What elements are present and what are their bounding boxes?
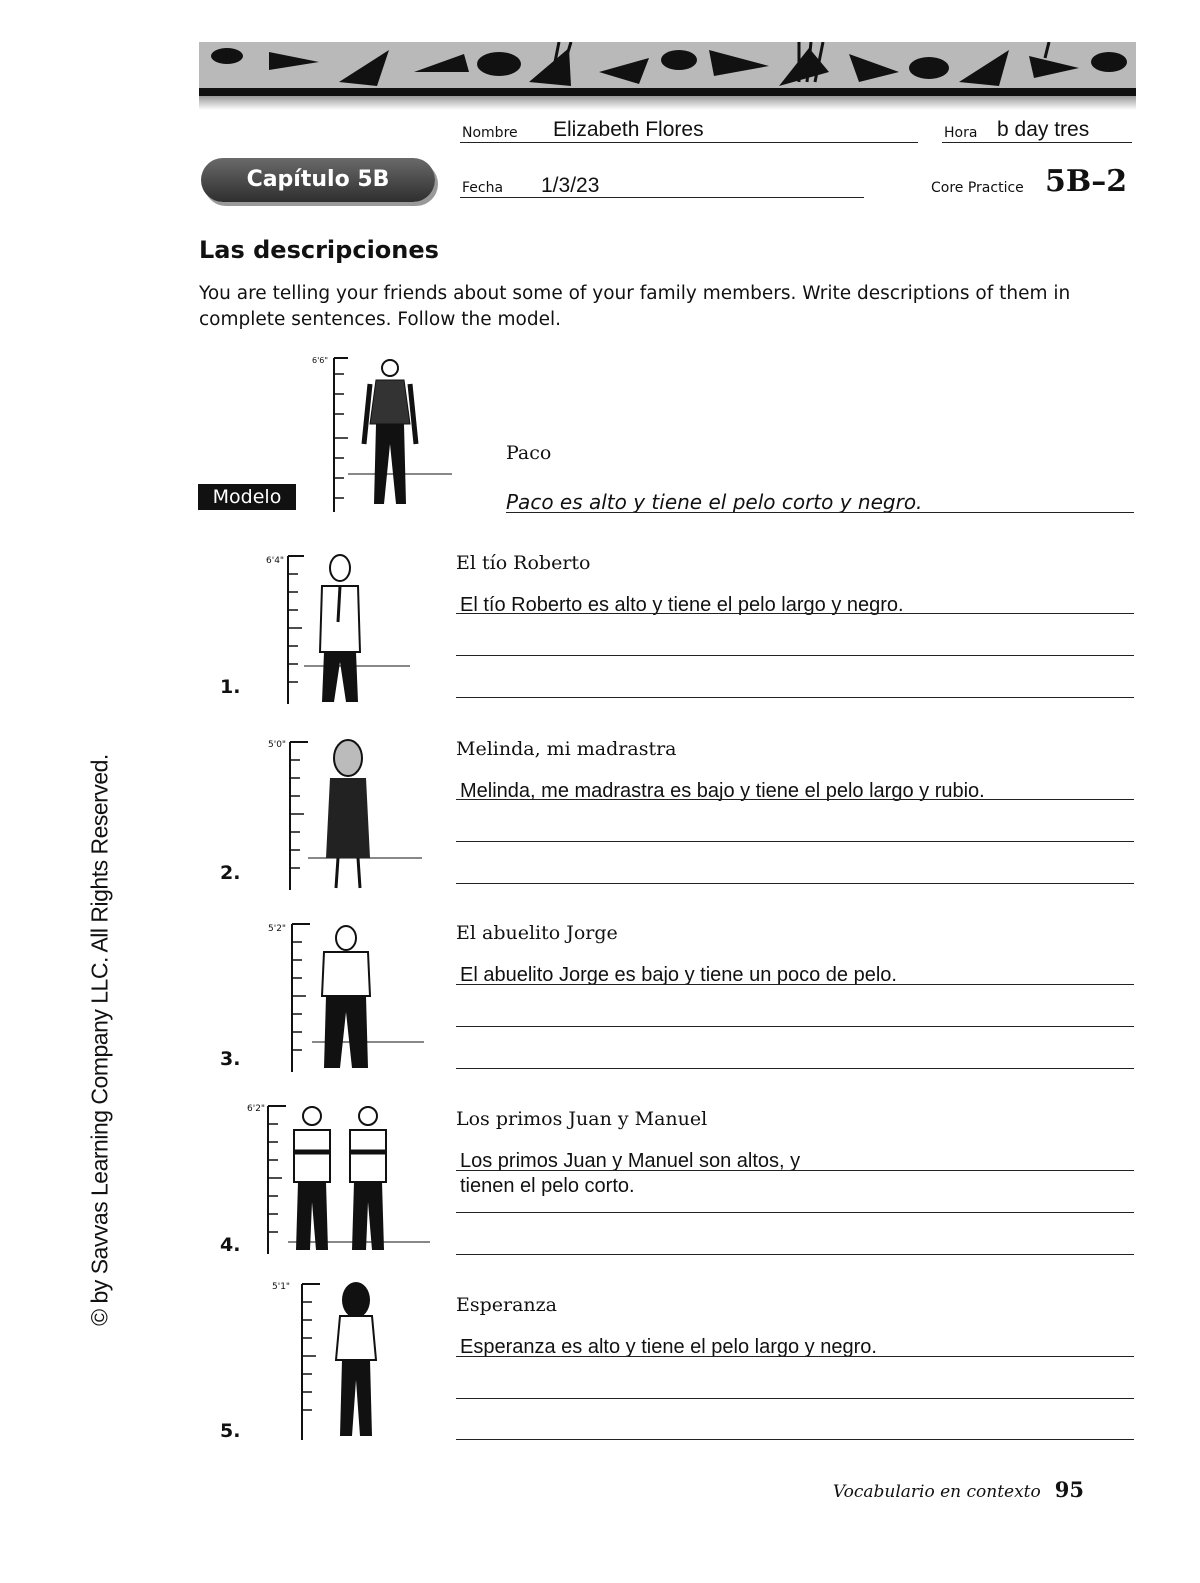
- height-tag: 5'2": [268, 924, 287, 934]
- chapter-badge: Capítulo 5B: [201, 158, 435, 202]
- fecha-value[interactable]: 1/3/23: [541, 174, 600, 197]
- copyright-notice: © by Savvas Learning Company LLC. All Rights Reserved.: [86, 754, 113, 1326]
- answer-line: [456, 1398, 1134, 1399]
- item-number: 2.: [220, 862, 241, 884]
- modelo-answer: Paco es alto y tiene el pelo corto y negro.: [506, 490, 923, 514]
- answer-line: [456, 613, 1134, 614]
- item-answer[interactable]: Esperanza es alto y tiene el pelo largo y negro.: [460, 1336, 877, 1358]
- page-title: Las descripciones: [199, 236, 439, 264]
- answer-line: [456, 841, 1134, 842]
- answer-line: [456, 1026, 1134, 1027]
- paco-height-figure: [312, 354, 462, 516]
- answer-line: [456, 1212, 1134, 1213]
- item-answer[interactable]: El tío Roberto es alto y tiene el pelo largo y negro.: [460, 594, 904, 616]
- nombre-label: Nombre: [462, 125, 518, 141]
- item-number: 1.: [220, 676, 241, 698]
- modelo-answer-line: [506, 512, 1134, 513]
- item-name: Melinda, mi madrastra: [456, 738, 677, 760]
- height-tag: 5'1": [272, 1282, 291, 1292]
- answer-line: [456, 1439, 1134, 1440]
- item-number: 4.: [220, 1234, 241, 1256]
- fecha-label: Fecha: [462, 180, 504, 196]
- height-tag: 6'4": [266, 556, 285, 566]
- roberto-figure: [284, 552, 414, 708]
- answer-line: [456, 883, 1134, 884]
- item-name: El tío Roberto: [456, 552, 591, 574]
- item-name: El abuelito Jorge: [456, 922, 618, 944]
- banner-rule: [199, 88, 1136, 96]
- core-practice-number: 5B–2: [1045, 164, 1128, 199]
- hora-value[interactable]: b day tres: [997, 118, 1090, 141]
- modelo-label: Modelo: [198, 484, 296, 510]
- answer-line: [456, 697, 1134, 698]
- answer-line: [456, 799, 1134, 800]
- answer-line: [456, 1254, 1134, 1255]
- esperanza-figure: [298, 1280, 408, 1444]
- item-answer[interactable]: Los primos Juan y Manuel son altos, y: [460, 1150, 801, 1172]
- hora-label: Hora: [944, 125, 978, 141]
- core-practice-label: Core Practice: [931, 180, 1024, 196]
- nombre-line: [460, 142, 918, 143]
- height-tag: 5'0": [268, 740, 287, 750]
- answer-line: [456, 655, 1134, 656]
- item-number: 3.: [220, 1048, 241, 1070]
- answer-line: [456, 984, 1134, 985]
- item-number: 5.: [220, 1420, 241, 1442]
- hora-line: [942, 142, 1132, 143]
- jorge-figure: [288, 920, 428, 1076]
- paco-height-tag: 6'6": [312, 356, 329, 365]
- nombre-value[interactable]: Elizabeth Flores: [553, 118, 704, 141]
- height-tag: 6'2": [247, 1104, 266, 1114]
- answer-line: [456, 1356, 1134, 1357]
- answer-line: [456, 1068, 1134, 1069]
- item-answer[interactable]: El abuelito Jorge es bajo y tiene un poco de pelo.: [460, 964, 897, 986]
- item-name: Esperanza: [456, 1294, 558, 1316]
- modelo-name: Paco: [506, 442, 552, 464]
- melinda-figure: [286, 738, 426, 894]
- item-answer-continued[interactable]: tienen el pelo corto.: [460, 1175, 635, 1197]
- instructions: You are telling your friends about some of your family members. Write descriptions of them in complete sentences. Follow the model.: [199, 283, 1071, 330]
- primos-figure: [264, 1102, 434, 1258]
- banner-shadow: [199, 96, 1136, 110]
- page-number: 95: [1054, 1477, 1084, 1502]
- answer-line: [456, 1170, 1134, 1171]
- fecha-line: [460, 197, 864, 198]
- footer: [833, 1477, 1084, 1502]
- item-name: Los primos Juan y Manuel: [456, 1108, 708, 1130]
- item-answer[interactable]: Melinda, me madrastra es bajo y tiene el pelo largo y rubio.: [460, 780, 985, 802]
- footer-section: Vocabulario en contexto: [832, 1482, 1041, 1502]
